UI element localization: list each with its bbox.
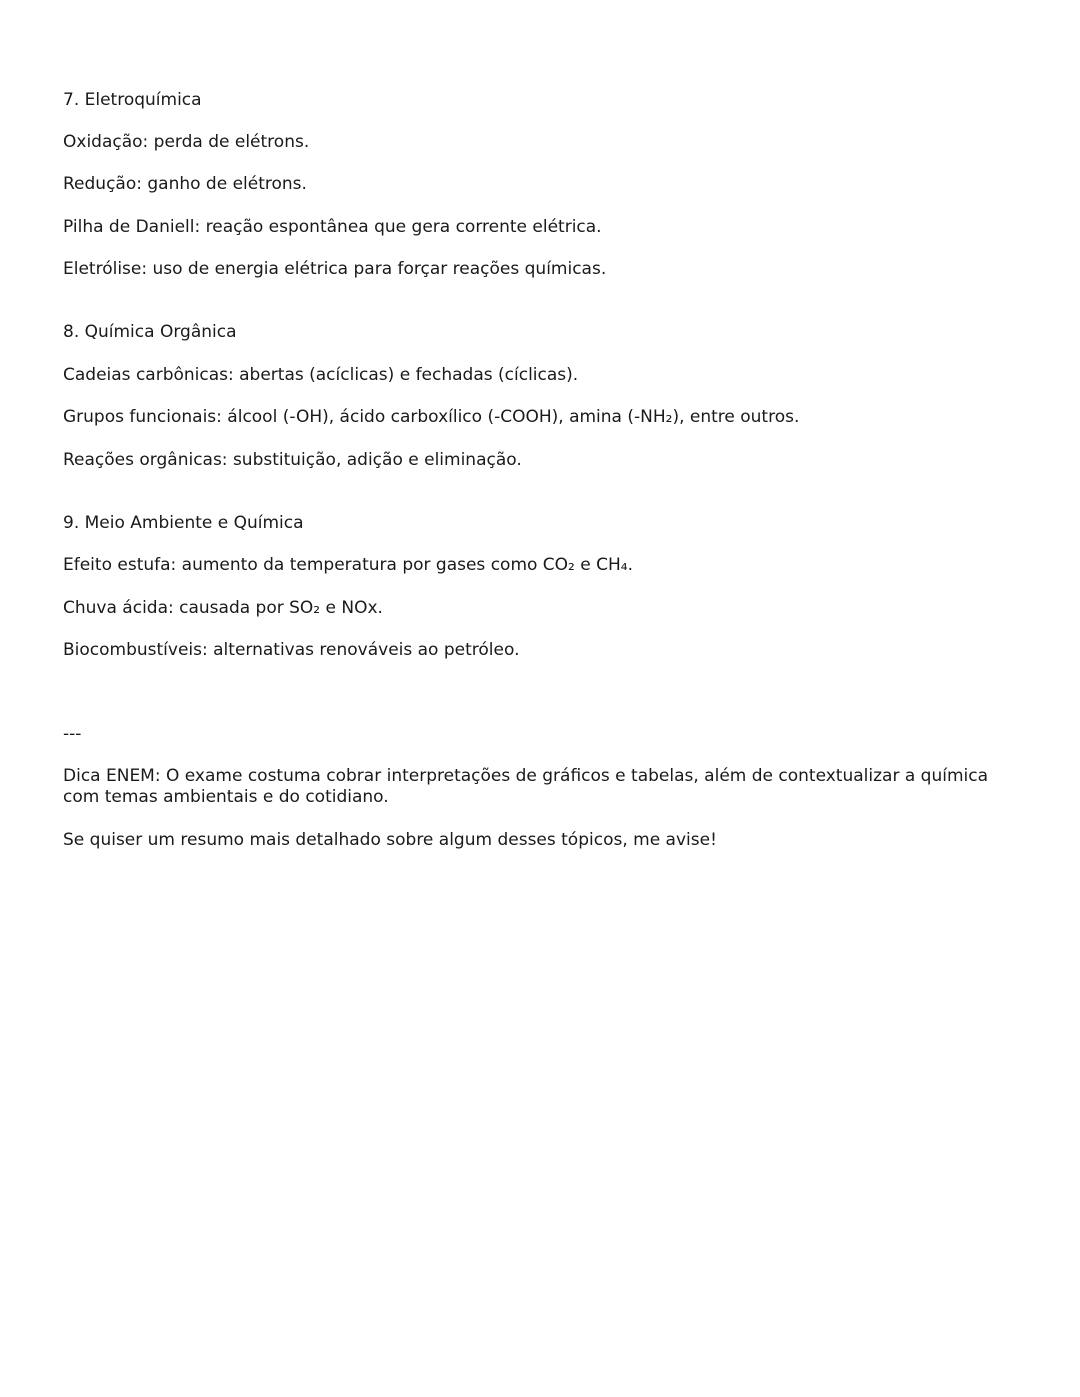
separator: --- [63,724,82,744]
list-item: Eletrólise: uso de energia elétrica para forçar reações químicas. [63,259,607,279]
section-heading: 7. Eletroquímica [63,90,202,110]
list-item: Grupos funcionais: álcool (-OH), ácido carboxílico (-COOH), amina (-NH₂), entre outros. [63,407,800,427]
section-heading: 8. Química Orgânica [63,322,237,342]
list-item: Cadeias carbônicas: abertas (acíclicas) e fechadas (cíclicas). [63,365,579,385]
list-item: Biocombustíveis: alternativas renováveis ao petróleo. [63,640,520,660]
list-item: Chuva ácida: causada por SO₂ e NOx. [63,598,383,618]
list-item: Reações orgânicas: substituição, adição e eliminação. [63,450,522,470]
list-item: Oxidação: perda de elétrons. [63,132,310,152]
list-item: Pilha de Daniell: reação espontânea que gera corrente elétrica. [63,217,602,237]
closing-note: Se quiser um resumo mais detalhado sobre algum desses tópicos, me avise! [63,830,717,850]
list-item: Redução: ganho de elétrons. [63,174,307,194]
enem-tip: Dica ENEM: O exame costuma cobrar interpretações de gráficos e tabelas, além de contextualizar a química com temas ambientais e do cotidiano. [63,766,989,807]
list-item: Efeito estufa: aumento da temperatura por gases como CO₂ e CH₄. [63,555,634,575]
section-heading: 9. Meio Ambiente e Química [63,513,304,533]
